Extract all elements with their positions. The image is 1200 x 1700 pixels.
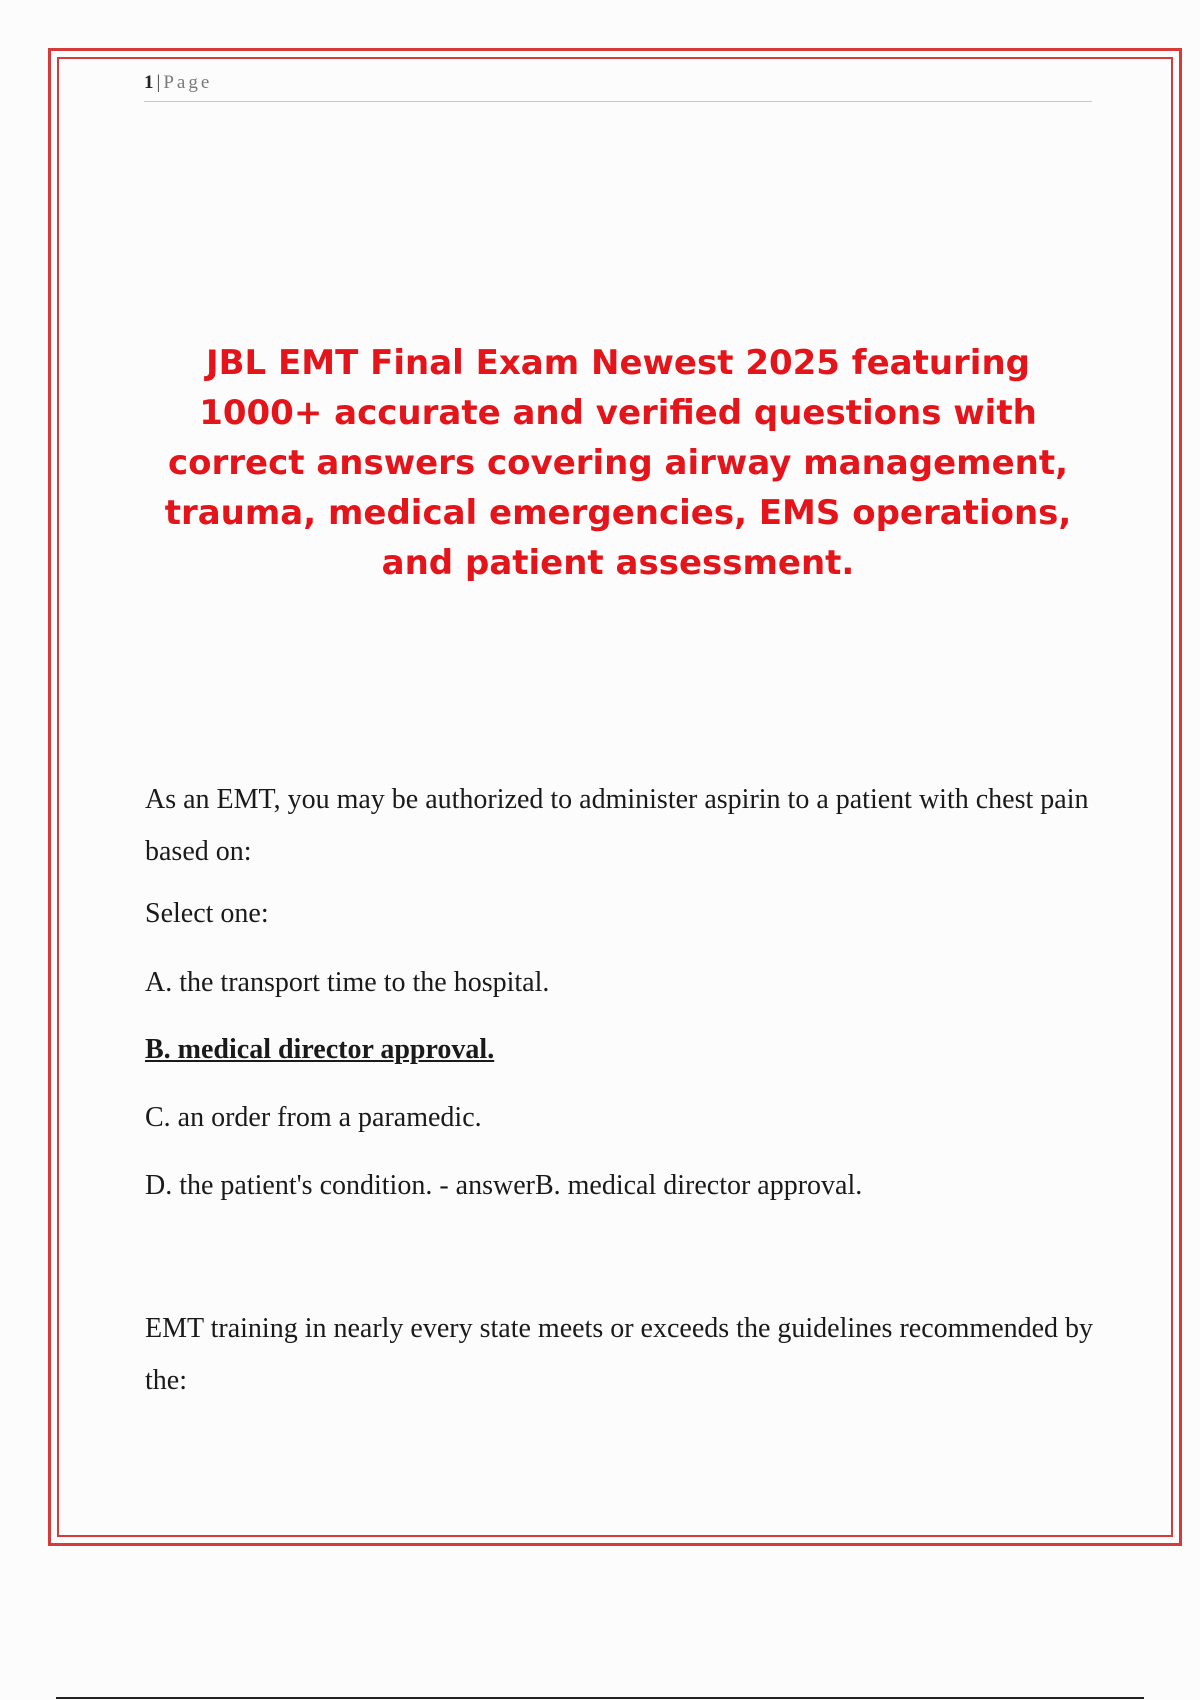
question-text: As an EMT, you may be authorized to administer aspirin to a patient with chest pain based on: xyxy=(145,784,1089,867)
footer-rule xyxy=(56,1697,1144,1699)
document-body xyxy=(145,774,1095,1407)
question-text: EMT training in nearly every state meets or exceeds the guidelines recommended by the: xyxy=(145,1313,1094,1396)
option-c: C. an order from a paramedic. xyxy=(145,1102,482,1133)
question-prompt: Select one: xyxy=(145,898,269,929)
option-b-text: B. medical director approval. xyxy=(145,1034,495,1065)
option-a: A. the transport time to the hospital. xyxy=(145,967,550,998)
page-header-separator: | xyxy=(156,72,161,93)
page-label: Page xyxy=(163,72,213,93)
option-d-with-answer: D. the patient's condition. - answerB. medical director approval. xyxy=(145,1170,863,1201)
document-title: JBL EMT Final Exam Newest 2025 featuring 1000+ accurate and verified questions with correct answers covering airway management, trauma, medical emergencies, EMS operations, and patient assessment. xyxy=(164,343,1072,583)
option-b-correct xyxy=(145,1030,1095,1070)
page-header xyxy=(144,72,1092,102)
page-number: 1 xyxy=(144,72,154,93)
